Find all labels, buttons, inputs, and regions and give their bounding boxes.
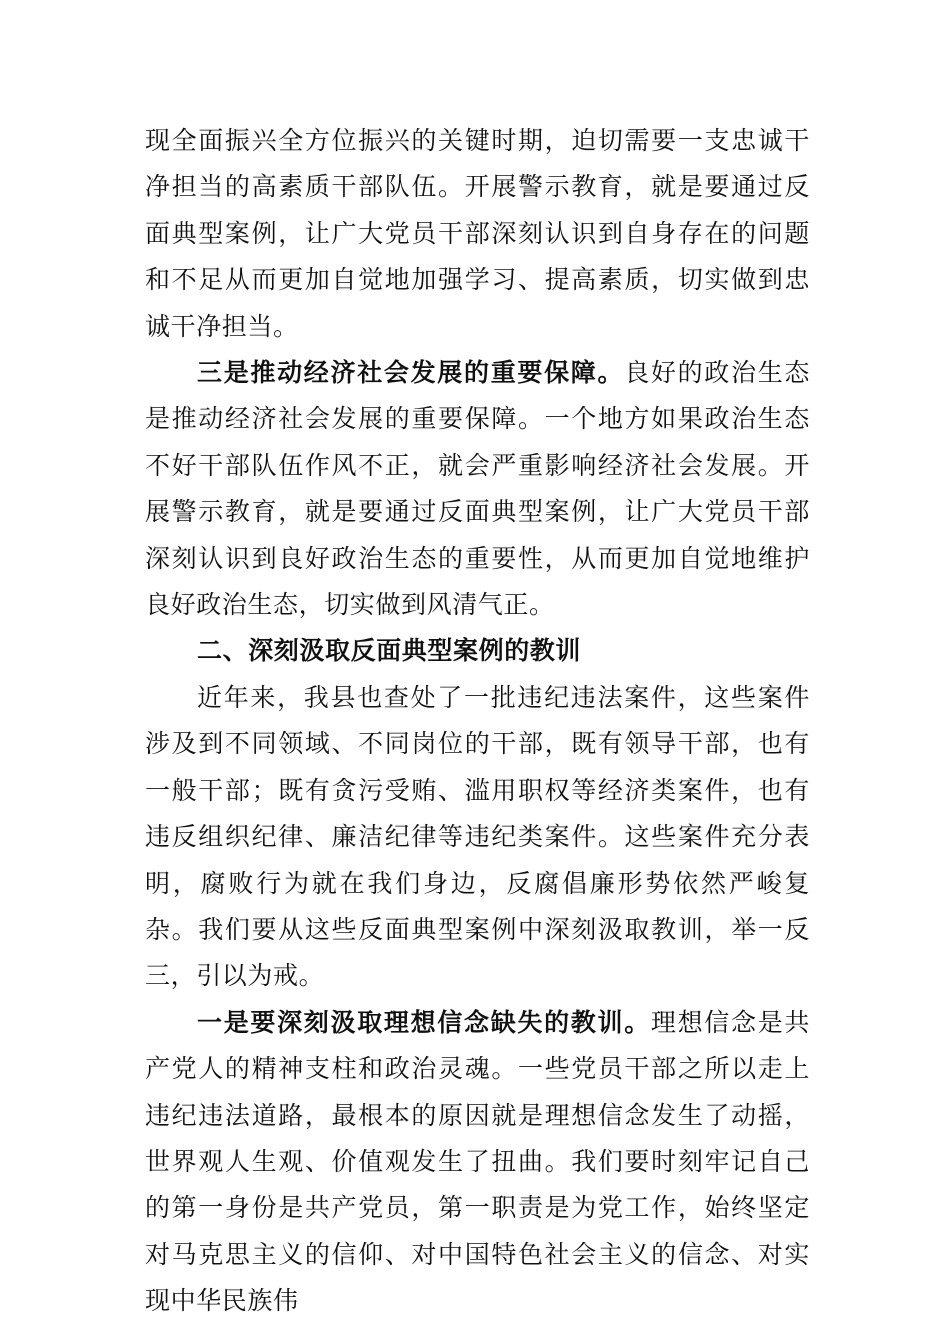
paragraph-lead: 一是要深刻汲取理想信念缺失的教训。 bbox=[197, 1007, 651, 1037]
paragraph-text: 现全面振兴全方位振兴的关键时期，迫切需要一支忠诚干净担当的高素质干部队伍。开展警示教育，就是要通过反面典型案例，让广大党员干部深刻认识到自身存在的问题和不足从而更加自觉地加强学习、提高素质，切实做到忠诚干净担当。 bbox=[145, 126, 810, 341]
paragraph-lead: 三是推动经济社会发展的重要保障。 bbox=[197, 358, 625, 388]
section-heading: 二、深刻汲取反面典型案例的教训 bbox=[197, 636, 582, 666]
paragraph-recent-cases bbox=[145, 675, 810, 1000]
paragraph-point-one bbox=[145, 1000, 810, 1325]
paragraph-text: 近年来，我县也查处了一批违纪违法案件，这些案件涉及到不同领域、不同岗位的干部，既有领导干部，也有一般干部；既有贪污受贿、滥用职权等经济类案件，也有违反组织纪律、廉洁纪律等违纪类案件。这些案件充分表明，腐败行为就在我们身边，反腐倡廉形势依然严峻复杂。我们要从这些反面典型案例中深刻汲取教训，举一反三，引以为戒。 bbox=[145, 682, 810, 991]
paragraph-continuation bbox=[145, 118, 810, 350]
document-body bbox=[145, 118, 810, 1325]
paragraph-text: 良好的政治生态是推动经济社会发展的重要保障。一个地方如果政治生态不好干部队伍作风不正，就会严重影响经济社会发展。开展警示教育，就是要通过反面典型案例，让广大党员干部深刻认识到良好政治生态的重要性，从而更加自觉地维护良好政治生态，切实做到风清气正。 bbox=[145, 358, 811, 620]
paragraph-point-three bbox=[145, 350, 810, 628]
paragraph-text: 理想信念是共产党人的精神支柱和政治灵魂。一些党员干部之所以走上违纪违法道路，最根本的原因就是理想信念发生了动摇，世界观人生观、价值观发生了扭曲。我们要时刻牢记自己的第一身份是共产党员，第一职责是为党工作，始终坚定对马克思主义的信仰、对中国特色社会主义的信念、对实现中华民族伟 bbox=[145, 1007, 811, 1316]
